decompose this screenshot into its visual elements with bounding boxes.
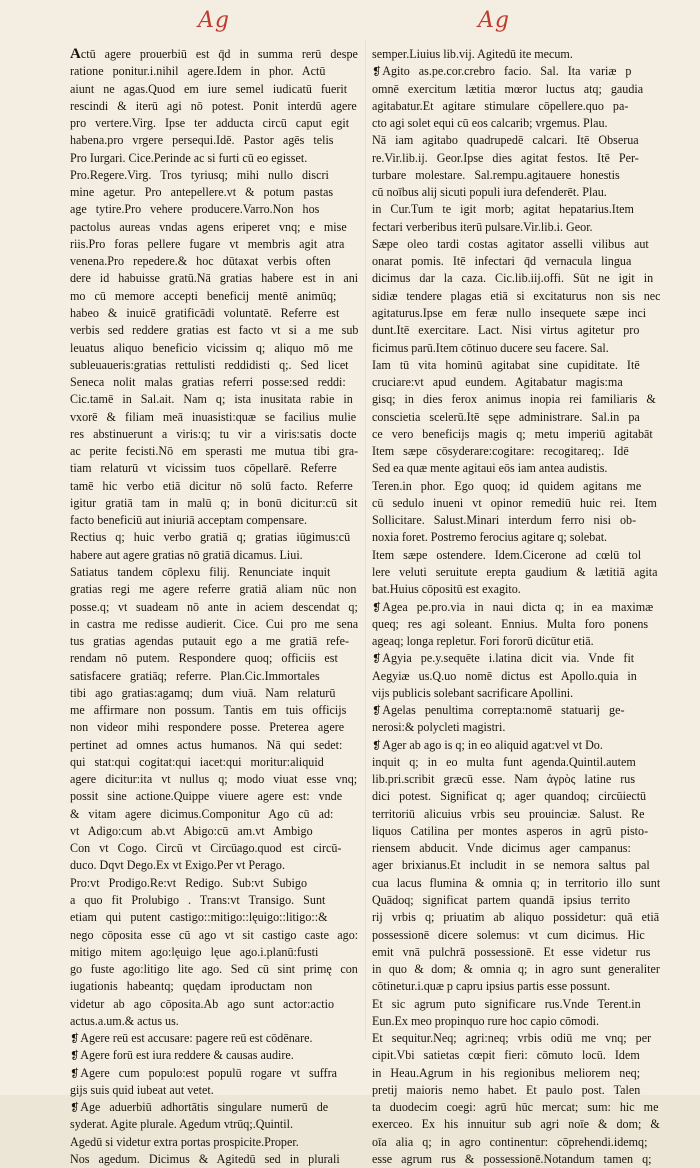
text-line: pro vertere.Virg. Ipse ter adducta circū caput egit	[70, 116, 350, 131]
text-line: ageaq; longa repletur. Fori fororū dicūtur etiā.	[372, 634, 594, 649]
text-line: ratione ponitur.i.nihil agere.Idem in phor. Actū	[70, 64, 326, 79]
text-line: Et sequitur.Neq; agri:neq; vrbis odiū me vnq; per	[372, 1031, 652, 1046]
text-line: pactolus aureas vndas agens eriperet vnq; e mise	[70, 219, 347, 234]
text-line: turbare molestare. Sal.rempu.agitauere honestis	[372, 167, 620, 182]
text-line: habeo & inuicē gratificādi voluntatē. Referre est	[70, 305, 340, 320]
entry-line: ❡ Agelas penultima correpta:nomē statuarij ge-	[372, 702, 660, 719]
text-line: mo cū memore accepti beneficij mentē animūq;	[70, 288, 337, 303]
text-line: possessionē dicere solemus: vt cum dicimus. Hic	[372, 927, 645, 942]
text-line: facto beneficiū aut iniuriā acceptam compensare.	[70, 513, 308, 528]
text-line: Sed ea quæ mente agitaui eōs iam antea audistis.	[372, 461, 608, 476]
text-line: Agedū si videtur extra portas prospicite.Proper.	[70, 1134, 299, 1149]
text-line: dunt.Itē exercitare. Lact. Nisi virtus agitetur pro	[372, 323, 640, 338]
text-line: & vitam agere dicimus.Componitur Ago cū ad:	[70, 806, 334, 821]
text-line: emit vnā pulchrā possessionē. Et esse videtur rus	[372, 944, 651, 959]
text-line: gijs suis quid iubeat aut vetet.	[70, 1082, 214, 1097]
text-line: satisfacere gratiāq; referre. Plan.Cic.Immortales	[70, 668, 320, 683]
text-line: Pro.Regere.Virg. Tros tyriusq; mihi nullo discri	[70, 167, 329, 182]
text-line: queq; res agi soleant. Ennius. Multa foro ponens	[372, 616, 649, 631]
text-line: Nā iam agitabo quadrupedē calcari. Itē Obserua	[372, 133, 639, 148]
text-line: vxorē & filiam meā inuasisti:quæ se facilius mulie	[70, 409, 357, 424]
text-line: igitur gratiā tam in malū q; in bonū dicitur:cū sit	[70, 495, 358, 510]
text-line: Pro:vt Prodigo.Re:vt Redigo. Sub:vt Subigo	[70, 875, 308, 890]
text-line: actus.a.um.& actus us.	[70, 1013, 179, 1028]
text-line: cū noībus alij sicuti populi iura defenderēt. Plau.	[372, 185, 607, 200]
text-line: syderat. Agite plurale. Agedum vtrūq;.Quintil.	[70, 1117, 294, 1132]
text-line: cū sedulo inueni vt opinor remediū huic rei. Item	[372, 495, 657, 510]
text-line: rendam nō putem. Respondere quoq; officiis est	[70, 651, 338, 666]
column-gutter	[365, 40, 366, 1040]
text-line: riis.Pro foras pellere fugare vt membris agit atra	[70, 236, 345, 251]
text-line: Satiatus tandem cōplexu filij. Renunciate inquit	[70, 564, 331, 579]
text-line: semper.Liuius lib.vij. Agitedū ite mecum.	[372, 47, 573, 61]
text-line: onarat pomis. Itē infectari q̄d vernacula lingua	[372, 254, 632, 269]
entry-line: ❡ Agere cum populo:est populū rogare vt suffra	[70, 1065, 358, 1082]
text-line: bat.Huius cōpositū est exagito.	[372, 582, 521, 597]
text-line: ficimus parū.Item cōtinuo ducere seu facere. Sal.	[372, 340, 609, 355]
right-text-column	[372, 46, 660, 1168]
entry-line: ❡ Agyia pe.y.sequēte i.latina dicit via. Vnde fit	[372, 650, 660, 667]
text-line: agitaturus.Ipse em feræ nullo insequete sæpe inci	[372, 305, 647, 320]
text-line: re.Vir.lib.ij. Geor.Ipse dies agitat festos. Itē Per-	[372, 150, 639, 165]
text-line: Rectius q; huic verbo gratiā q; gratias iūgimus:cū	[70, 530, 351, 545]
folio-heading-right: Ag	[478, 8, 510, 33]
text-line: Quādoq; significat partem quandā ipsius territo	[372, 893, 631, 908]
text-line: in quo & dom; & omnia q; in agro sunt generaliter	[372, 962, 660, 977]
text-line: noxia foret. Postremo ferocius agitare q; solebat.	[372, 530, 608, 545]
entry-line: ❡ Agito as.pe.cor.crebro facio. Sal. Ita variæ p	[372, 63, 660, 80]
text-line: pretij maioris nemo habet. Et paulo post. Talen	[372, 1082, 641, 1097]
text-line: nerosi:& polycleti magistri.	[372, 720, 506, 735]
text-line: in Heau.Agrum in his regionibus meliorem neq;	[372, 1065, 641, 1080]
text-line: Con vt Cogo. Circū vt Circūago.quod est circū-	[70, 841, 342, 856]
text-line: tibi ago gratias:agamq; dum viuā. Nam relaturū	[70, 685, 336, 700]
text-line: res abstinuerunt a viris:q; tu vir a viris:satis docte	[70, 426, 357, 441]
text-line: habena.pro vrgere persequi.Idē. Pastor agēs telis	[70, 133, 334, 148]
text-line: cōtinetur.i.quæ p capru ipsius partis esse possunt.	[372, 979, 611, 994]
text-line: Cic.tamē in Sal.ait. Nam q; ista inusitata rabie in	[70, 392, 353, 407]
text-line: exerceo. Ex his innuitur sub agri noīe & dom; &	[372, 1117, 660, 1132]
text-line: Aegyiæ us.Q.uo nomē dictus est Apollo.quia in	[372, 668, 637, 683]
text-line: cipit.Vbi satietas cœpit fieri: cōmuto locū. Idem	[372, 1048, 640, 1063]
text-line: Teren.in phor. Ego quoq; id quidem agitans me	[372, 478, 642, 493]
text-line: aiunt ne agas.Quod em iure semel iudicatū fuerit	[70, 81, 348, 96]
text-line: riensem abducit. Vnde dicimus ager campanus:	[372, 841, 631, 856]
text-line: iugationis habeantq; quędam iproductam non	[70, 979, 313, 994]
text-line: mine agetur. Pro antepellere.vt & potum pastas	[70, 185, 334, 200]
text-line: pertinet ad omnes actus humanos. Nā qui sedet:	[70, 737, 343, 752]
text-line: cua lacus flumina & omnia q; in territorio illo sunt	[372, 875, 660, 890]
text-line: Sæpe oleo tardi costas agitator asselli vilibus aut	[372, 236, 649, 251]
left-text-column	[70, 46, 358, 1168]
text-line: venena.Pro repedere.& hoc dūtaxat verbis often	[70, 254, 331, 269]
text-line: Sollicitare. Salust.Minari interdum ferro nisi ob-	[372, 513, 637, 528]
text-line: leuatus aliquo beneficio vicissim q; aliquo mō me	[70, 340, 353, 355]
text-line: non videor mihi respondere posse. Preterea agere	[70, 720, 345, 735]
text-line: agitabatur.Et agitare stimulare cōpellere.quo pa-	[372, 98, 629, 113]
text-line: vijs publicis solebant sacrificare Apollini.	[372, 685, 574, 700]
text-line: Nos agedum. Dicimus & Agitedū sed in plurali	[70, 1152, 340, 1166]
text-line: tiam relaturū vt vicissim tuos cōpellarē. Referre	[70, 461, 337, 476]
text-line: possit sine actione.Quippe viuere agere est: vnde	[70, 789, 343, 804]
text-line: Eun.Ex meo propinquo rure hoc capio cōmodi.	[372, 1013, 600, 1028]
entry-line: ❡ Agea pe.pro.via in naui dicta q; in ea maximæ	[372, 599, 660, 616]
text-line: Iam tū vita hominū agitabat sine cupiditate. Itē	[372, 357, 640, 372]
text-line: qui stat:qui cogitat:qui iacet:qui moritur:aliquid	[70, 754, 324, 769]
text-line: territoriū alicuius vrbis seu prouinciæ. Salust. Re	[372, 806, 645, 821]
text-line: rescindi & iterū agi nō potest. Ponit interdū agere	[70, 98, 357, 113]
text-line: mitigo mitem ago:lęuigo lęue ago.i.planū:fusti	[70, 944, 319, 959]
text-line: ac perite fecisti.Nō em sperasti me mutua tibi gra-	[70, 444, 358, 459]
folio-heading-left: Ag	[198, 8, 230, 33]
text-line: Item sæpe ostendere. Idem.Cicerone ad cœlū tol	[372, 547, 642, 562]
text-line: Actū agere prouerbiū est q̄d in summa rerū despe	[70, 46, 358, 62]
text-line: cruciare:vt apud eundem. Agitabatur magis:ma	[372, 375, 623, 390]
text-line: nego cōposita esse cū ago vt sit castigo caste ago:	[70, 927, 358, 942]
entry-line: ❡ Agere forū est iura reddere & causas audire.	[70, 1047, 358, 1064]
text-line: vt Adigo:cum ab.vt Abigo:cū am.vt Ambigo	[70, 823, 313, 838]
text-line: conscietia scelerū.Itē sępe administrare. Sal.in pa	[372, 409, 640, 424]
text-line: Seneca nolit malas gratias referri posse:sed reddi:	[70, 375, 346, 390]
entry-line: ❡ Ager ab ago is q; in eo aliquid agat:vel vt Do.	[372, 737, 660, 754]
text-line: fectari verberibus iterū pulsare.Vir.lib.i. Geor.	[372, 219, 593, 234]
text-line: tus gratias agendas putauit ego a me gratiā refe-	[70, 634, 350, 649]
text-line: etiam qui putent castigo::mitigo::lęuigo::litigo::&	[70, 910, 328, 925]
text-line: tamē hic verbo etiā dicitur nō solū facto. Referre	[70, 478, 353, 493]
text-line: dere id habuisse gratū.Nā gratias habere est in ani	[70, 271, 358, 286]
text-line: age tytire.Pro vehere producere.Varro.Non hos	[70, 202, 320, 217]
text-line: go fuste ago:litigo lite ago. Sed cū sint primę con	[70, 962, 358, 977]
text-line: esse agrum rus & possessionē.Notandum tamen q;	[372, 1152, 652, 1166]
entry-line: ❡ Agere reū est accusare: pagere reū est cōdēnare.	[70, 1030, 358, 1047]
text-line: agere dicitur:ita vt nullus q; modo viuat esse vnq;	[70, 772, 358, 787]
text-line: posse.q; vt suadeam nō ante in aciem descendat q;	[70, 599, 358, 614]
text-line: dici potest. Significat q; ager quandoq; circūiectū	[372, 789, 647, 804]
text-line: gratias regi me agere referre gratiā aliam nūc non	[70, 582, 357, 597]
entry-line: ❡ Age aduerbiū adhortātis singulare numerū de	[70, 1099, 358, 1116]
text-line: lib.pri.scribit græcū esse. Nam ἀγρὸς latine rus	[372, 772, 636, 787]
text-line: ce vero beneficijs magis q; metu imperiū agitabāt	[372, 426, 653, 441]
text-line: cto agi solet equi cū eos calcarib; vrgemus. Plau.	[372, 116, 608, 131]
text-line: Item sæpe cōsyderare:cogitare: recogitareq;. Idē	[372, 444, 629, 459]
text-line: sidiæ tendere plagas etiā si excitaturus non sis nec	[372, 288, 660, 303]
text-line: lere veluti seruitute erepta gaudium & lætitiā agita	[372, 564, 658, 579]
text-line: me affirmare non possum. Tantis em tuis officijs	[70, 703, 347, 718]
text-line: ta duodecim coegi: agrū hūc mercat; sum: hic me	[372, 1100, 659, 1115]
text-line: habere aut agere gratias nō gratiā dicamus. Liui.	[70, 547, 303, 562]
text-line: duco. Dqvt Dego.Ex vt Exigo.Per vt Perago.	[70, 858, 285, 873]
text-line: verbis sed reddere gratias est facto vt si a me sub	[70, 323, 358, 338]
text-line: ager brixianus.Et includit in se nemora saltus pal	[372, 858, 650, 873]
text-line: in castra me redisse audierit. Cice. Cui pro me sena	[70, 616, 358, 631]
text-line: liquos Catilina per montes asperos in agrū pisto-	[372, 823, 649, 838]
text-line: inquit q; in eo multa funt agenda.Quintil.autem	[372, 754, 636, 769]
text-line: omnē exercitum lætitia mœror luctus atq; gaudia	[372, 81, 644, 96]
text-line: Pro Iurgari. Cice.Perinde ac si furti cū eo egisset.	[70, 150, 308, 165]
text-line: videtur ab ago cōposita.Ab ago sunt actor:actio	[70, 996, 335, 1011]
text-line: dicimus dar la caza. Cic.lib.iij.offi. Sūt ne igit in	[372, 271, 654, 286]
text-line: Et sic agrum puto significare rus.Vnde Terent.in	[372, 996, 641, 1011]
text-line: in Cur.Tum te igit morb; agitat hepatarius.Item	[372, 202, 634, 217]
text-line: subleuaueris:gratias rettulisti reddidisti q;. Sed licet	[70, 357, 349, 372]
text-line: a quo fit Prolubigo . Trans:vt Transigo. Sunt	[70, 893, 326, 908]
text-line: rij vrbis q; priuatim ab aliquo possidetur: quā etiā	[372, 910, 660, 925]
text-line: oīa alia q; in agro continentur: cōprehendi.idemq;	[372, 1134, 648, 1149]
text-line: gisq; in dies ferox animus inopia rei familiaris &	[372, 392, 656, 407]
